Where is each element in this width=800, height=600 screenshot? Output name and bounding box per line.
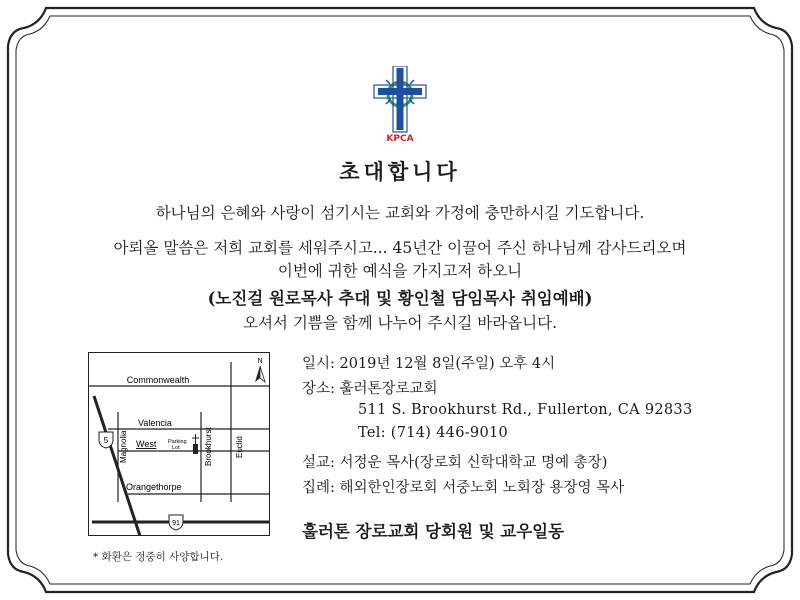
place-row: 장소: 훌러톤장로교회 [302, 381, 438, 397]
logo-label: KPCA [386, 134, 414, 144]
invitation-title: 초대합니다 [339, 159, 461, 184]
freeway-91-label: 91 [172, 520, 180, 527]
north-label: N [257, 358, 263, 365]
body-line-2: 이번에 귀한 예식을 가지고저 하오니 [277, 262, 523, 280]
freeway-91-shield-icon [169, 515, 183, 530]
host-signature: 훌러톤 장로교회 당회원 및 교우일동 [302, 522, 565, 541]
label-lot: Lot [172, 445, 180, 451]
label-orangethorpe: Orangethorpe [126, 482, 182, 492]
label-valencia: Valencia [138, 418, 172, 428]
label-parking: Parking [168, 439, 187, 445]
cross-icon [372, 66, 428, 134]
event-highlight: (노진걸 원로목사 추대 및 황인철 담임목사 취임예배) [207, 289, 593, 308]
greeting-text: 하나님의 은혜와 사랑이 섬기시는 교회와 가정에 충만하시길 기도합니다. [155, 204, 645, 222]
freeway-5-shield-icon [99, 432, 113, 448]
label-magnolia: Magnolia [119, 430, 128, 463]
location-map [88, 352, 270, 536]
church-marker-icon [193, 444, 198, 454]
label-euclid: Euclid [235, 436, 244, 458]
body-line-3: 오셔서 기쁨을 함께 나누어 주시길 바라옵니다. [242, 314, 558, 332]
officiant-row: 집례: 해외한인장로회 서중노회 노회장 용장영 목사 [302, 480, 625, 496]
address-row: 511 S. Brookhurst Rd., Fullerton, CA 92833 [358, 402, 693, 418]
freeway-5-label: 5 [103, 436, 109, 445]
flower-note: * 화환은 정중히 사양합니다. [93, 551, 224, 563]
label-commonwealth: Commonwealth [126, 375, 190, 385]
kpca-logo [372, 66, 428, 148]
tel-row: Tel: (714) 446-9010 [358, 425, 509, 441]
label-west: West [136, 439, 157, 449]
sermon-row: 설교: 서정운 목사(장로회 신학대학교 명예 총장) [302, 455, 608, 471]
body-line-1: 아뢰올 말씀은 저희 교회를 세워주시고... 45년간 이끌어 주신 하나님께 감사드리오며 [113, 239, 687, 257]
label-brookhurst: Brookhurst [204, 427, 213, 466]
datetime-row: 일시: 2019년 12월 8일(주일) 오후 4시 [302, 356, 556, 372]
